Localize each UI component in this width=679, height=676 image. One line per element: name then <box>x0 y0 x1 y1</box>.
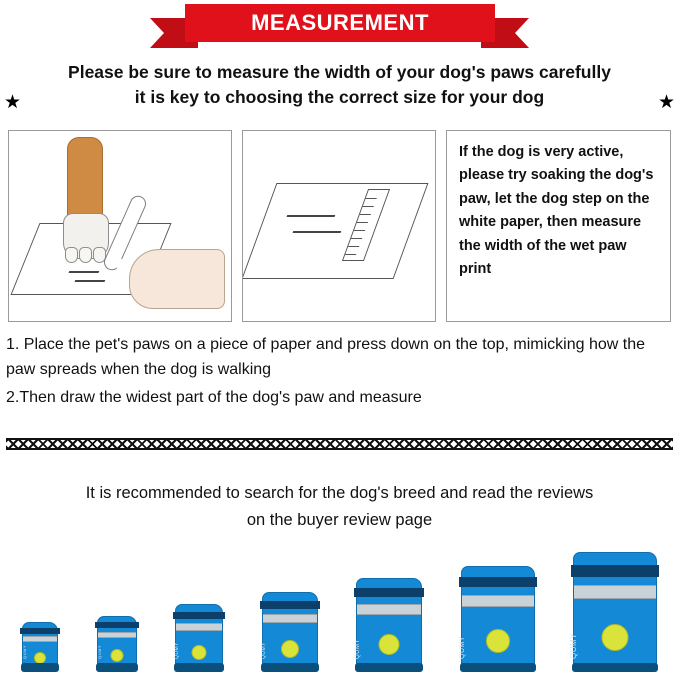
headline-line-1: Please be sure to measure the width of your dog's paws carefully <box>68 62 611 82</box>
boot-sole <box>460 663 536 672</box>
paw-toe-icon <box>65 247 78 263</box>
boot-logo-icon <box>192 645 207 660</box>
boot-brand-label: QUMY <box>96 645 102 659</box>
boot-logo-icon <box>110 649 123 662</box>
boot-sole <box>174 663 224 672</box>
headline-line-2: it is key to choosing the correct size for your dog <box>134 87 545 108</box>
banner <box>0 0 679 54</box>
boot-strap <box>20 628 60 634</box>
boot-brand-label: QUMY <box>355 639 361 659</box>
measure-mark-line <box>287 215 336 217</box>
decorative-divider <box>6 436 673 452</box>
boot-strap <box>459 577 537 587</box>
boot-logo-icon <box>281 640 299 658</box>
panel-paw-tracing <box>8 130 232 322</box>
instruction-step-2: 2.Then draw the widest part of the dog's paw and measure <box>6 388 422 406</box>
dog-boot-size-5 <box>356 578 422 670</box>
measure-mark-line <box>293 231 342 233</box>
recommendation-line-2: on the buyer review page <box>246 510 433 529</box>
boot-brand-label: QUMY <box>174 642 180 659</box>
divider-line-bottom <box>6 448 673 450</box>
boot-reflective-band <box>263 614 317 623</box>
panel-active-dog-tip <box>446 130 671 322</box>
boot-reflective-band <box>574 585 656 599</box>
pencil-mark-line <box>75 280 106 282</box>
hand-shape <box>129 249 225 309</box>
boot-size-lineup <box>6 540 673 670</box>
active-dog-tip-text: If the dog is very active, please try soaking the dog's paw, let the dog step on the white paper, then measure the width of the wet paw print <box>459 144 654 278</box>
boot-reflective-band <box>98 632 136 638</box>
boot-logo-icon <box>486 629 510 653</box>
divider-zigzag-pattern <box>6 440 673 448</box>
boot-sole <box>96 663 138 672</box>
boot-logo-icon <box>379 634 400 655</box>
dog-boot-size-2 <box>97 616 137 670</box>
boot-brand-label: QUMY <box>22 645 27 659</box>
boot-strap <box>571 565 659 577</box>
dog-boot-size-6 <box>458 566 535 670</box>
boot-strap <box>354 588 424 597</box>
dog-boot-size-1 <box>22 622 58 670</box>
recommendation-text <box>0 480 679 533</box>
boot-logo-icon <box>602 624 629 651</box>
recommendation-line-1: It is recommended to search for the dog's breed and read the reviews <box>85 484 594 502</box>
boot-strap <box>173 612 225 619</box>
headline <box>0 60 679 111</box>
boot-sole <box>21 663 59 672</box>
dog-boot-size-4 <box>262 592 318 670</box>
panel-ruler-measuring <box>242 130 436 322</box>
boot-brand-label: QUMY <box>569 633 578 659</box>
boot-reflective-band <box>176 623 222 631</box>
banner-title: MEASUREMENT <box>251 10 429 35</box>
boot-brand-label: QUMY <box>458 636 466 659</box>
pencil-mark-line <box>69 271 100 273</box>
dog-boot-size-3 <box>175 604 223 670</box>
boot-reflective-band <box>357 604 421 615</box>
boot-reflective-band <box>462 595 534 607</box>
star-icon-right: ★ <box>657 92 675 113</box>
boot-reflective-band <box>23 636 57 642</box>
star-icon-left: ★ <box>4 92 22 113</box>
boot-sole <box>355 663 423 672</box>
boot-brand-label: QUMY <box>260 642 267 659</box>
instruction-step-1: 1. Place the pet's paws on a piece of paper and press down on the top, mimicking how the paw spreads when the dog is walking <box>6 336 645 379</box>
boot-sole <box>572 663 658 672</box>
illustration-panels <box>8 130 671 322</box>
boot-sole <box>261 663 319 672</box>
banner-ribbon <box>185 4 495 42</box>
boot-strap <box>260 601 320 609</box>
instruction-steps <box>6 332 673 412</box>
paw-toe-icon <box>79 247 92 263</box>
boot-strap <box>95 622 139 628</box>
dog-boot-size-7 <box>569 552 657 670</box>
